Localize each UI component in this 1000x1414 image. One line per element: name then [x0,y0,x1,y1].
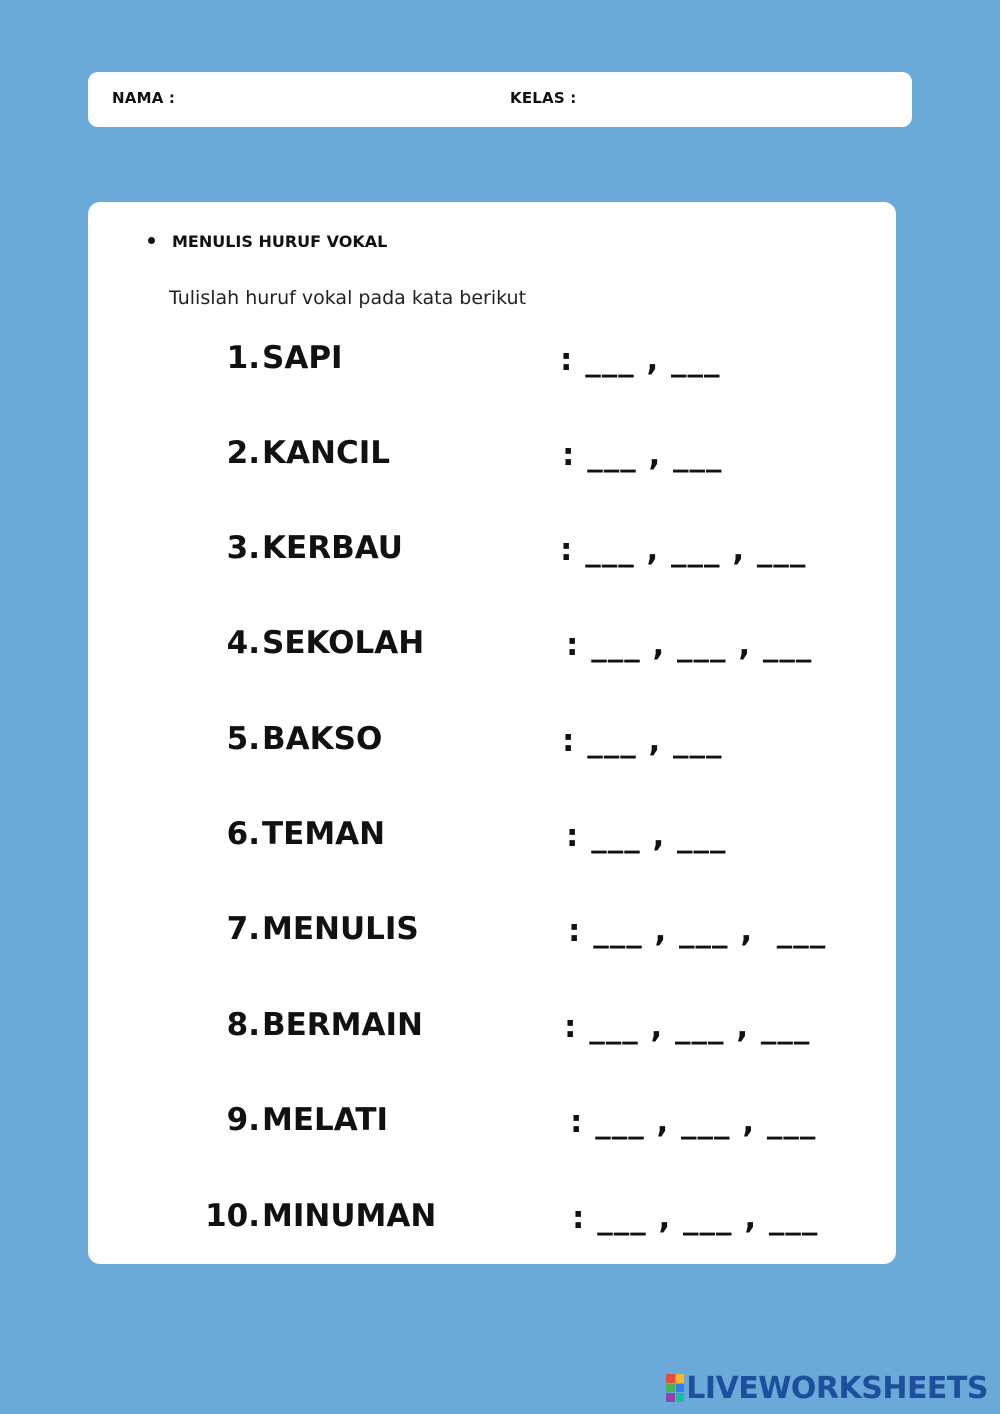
section-heading [148,232,387,251]
exercise-item [88,1198,896,1248]
item-number: 9. [226,1102,260,1138]
item-number: 2. [226,435,260,471]
header-card [88,72,912,127]
exercise-item [88,816,896,866]
item-word: TEMAN [262,816,386,852]
item-number: 6. [226,816,260,852]
class-label: KELAS : [510,89,577,107]
exercise-item [88,1102,896,1152]
exercise-item [88,530,896,580]
answer-blanks[interactable]: : ___ , ___ [560,342,721,378]
item-word: MELATI [262,1102,389,1138]
worksheet-card [88,202,896,1264]
exercise-item [88,625,896,675]
answer-blanks[interactable]: : ___ , ___ [566,818,727,854]
item-number: 8. [226,1007,260,1043]
item-word: MINUMAN [262,1198,437,1234]
item-number: 10. [205,1198,260,1234]
item-number: 1. [226,340,260,376]
answer-blanks[interactable]: : ___ , ___ , ___ [568,913,827,949]
section-title: MENULIS HURUF VOKAL [172,232,388,251]
brand-text: LIVEWORKSHEETS [686,1370,988,1406]
item-word: SEKOLAH [262,625,425,661]
instruction-text: Tulislah huruf vokal pada kata berikut [169,287,527,309]
exercise-item [88,1007,896,1057]
item-word: KANCIL [262,435,390,471]
item-word: MENULIS [262,911,419,947]
liveworksheets-logo-icon [666,1374,684,1402]
exercise-item [88,340,896,390]
item-number: 7. [226,911,260,947]
answer-blanks[interactable]: : ___ , ___ [562,723,723,759]
answer-blanks[interactable]: : ___ , ___ , ___ [564,1009,811,1045]
item-number: 4. [226,625,260,661]
item-word: BAKSO [262,721,383,757]
liveworksheets-brand[interactable] [666,1370,988,1406]
bullet-icon [148,237,155,244]
answer-blanks[interactable]: : ___ , ___ , ___ [560,532,807,568]
answer-blanks[interactable]: : ___ , ___ [562,437,723,473]
item-word: BERMAIN [262,1007,423,1043]
exercise-item [88,435,896,485]
name-label: NAMA : [112,89,176,107]
answer-blanks[interactable]: : ___ , ___ , ___ [566,627,813,663]
exercise-item [88,721,896,771]
answer-blanks[interactable]: : ___ , ___ , ___ [570,1104,817,1140]
item-number: 5. [226,721,260,757]
item-word: SAPI [262,340,343,376]
item-number: 3. [226,530,260,566]
item-word: KERBAU [262,530,403,566]
exercise-item [88,911,896,961]
answer-blanks[interactable]: : ___ , ___ , ___ [572,1200,819,1236]
